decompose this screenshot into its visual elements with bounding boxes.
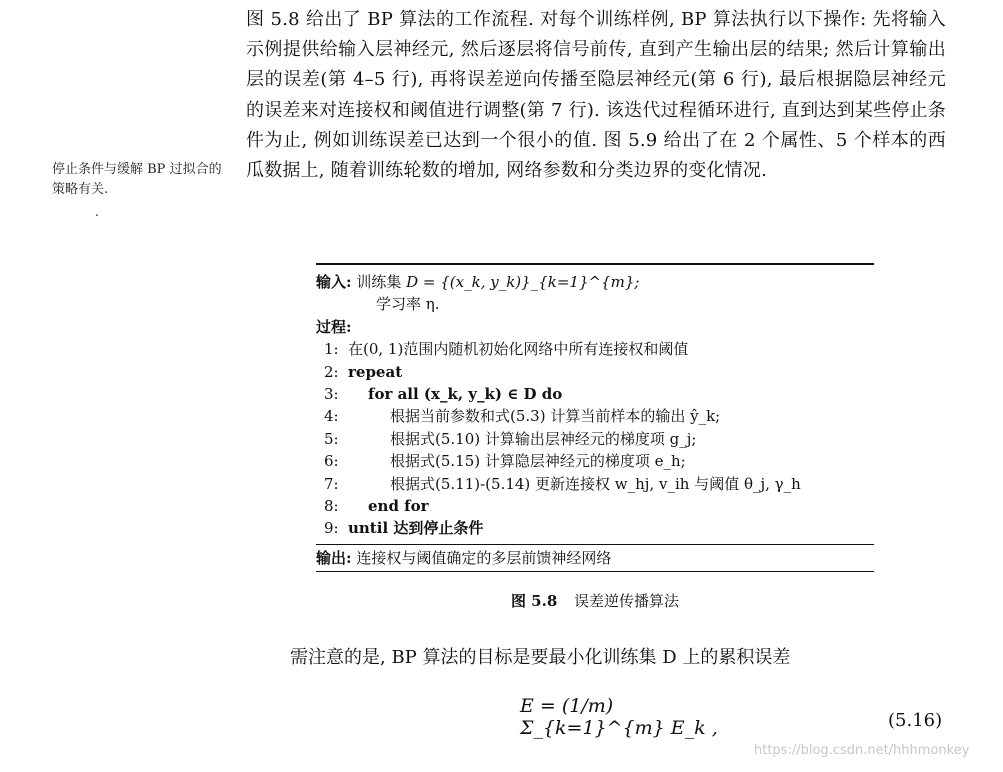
figure-title: 误差逆传播算法: [574, 592, 680, 610]
equation-5-16: E = (1/m) Σ_{k=1}^{m} E_k ,: [520, 695, 718, 739]
margin-note: 停止条件与缓解 BP 过拟合的策略有关.: [52, 162, 222, 197]
body-paragraph-2: 需注意的是, BP 算法的目标是要最小化训练集 D 上的累积误差: [290, 647, 791, 668]
algorithm-line-5: 5: 根据式(5.10) 计算输出层神经元的梯度项 g_j;: [324, 429, 697, 448]
figure-caption: [316, 590, 874, 611]
algorithm-line-4: 4: 根据当前参数和式(5.3) 计算当前样本的输出 ŷ_k;: [324, 407, 721, 426]
body-paragraph: 图 5.8 给出了 BP 算法的工作流程. 对每个训练样例, BP 算法执行以下操作: 先将输入示例提供给输入层神经元, 然后逐层将信号前传, 直到产生输出层的结果; 然后计算输出层的误差(第 4–5 行), 再将误差逆向传播至隐层神经元(第 6 行), 最后根据隐层神经元的误差来对连接权和阈值进行调整(第 7 行). 该迭代过程循环进行, 直到达到某些停止条件为止, 例如训练误差已达到一个很小的值. 图 5.9 给出了在 2 个属性、5 个样本的西瓜数据上, 随着训练轮数的增加, 网络参数和分类边界的变化情况.: [246, 9, 946, 182]
algorithm-line-8: 8: end for: [324, 496, 429, 515]
margin-dot: .: [95, 205, 99, 219]
watermark: https://blog.csdn.net/hhhmonkey: [754, 743, 970, 758]
algorithm-bottom-rule: [316, 571, 874, 572]
algorithm-line-1: 1: 在(0, 1)范围内随机初始化网络中所有连接权和阈值: [324, 340, 689, 359]
algorithm-input-row-2: 学习率 η.: [376, 295, 440, 314]
algorithm-input-row: 输入: 训练集 D = {(x_k, y_k)}_{k=1}^{m};: [316, 273, 640, 291]
figure-number: 图 5.8: [510, 592, 558, 610]
algorithm-box: [316, 263, 874, 572]
algorithm-process-label: 过程:: [316, 317, 352, 336]
input-formula: D = {(x_k, y_k)}_{k=1}^{m};: [406, 273, 640, 291]
algorithm-line-6: 6: 根据式(5.15) 计算隐层神经元的梯度项 e_h;: [324, 452, 686, 471]
algorithm-line-2: 2: repeat: [324, 362, 403, 381]
algorithm-output-row: 输出: 连接权与阈值确定的多层前馈神经网络: [316, 548, 612, 567]
equation-number: (5.16): [888, 710, 943, 731]
algorithm-line-7: 7: 根据式(5.11)-(5.14) 更新连接权 w_hj, v_ih 与阈值 θ_j, γ_h: [324, 474, 801, 493]
algorithm-line-9: 9: until 达到停止条件: [324, 519, 484, 538]
algorithm-line-3: 3: for all (x_k, y_k) ∈ D do: [324, 384, 563, 403]
